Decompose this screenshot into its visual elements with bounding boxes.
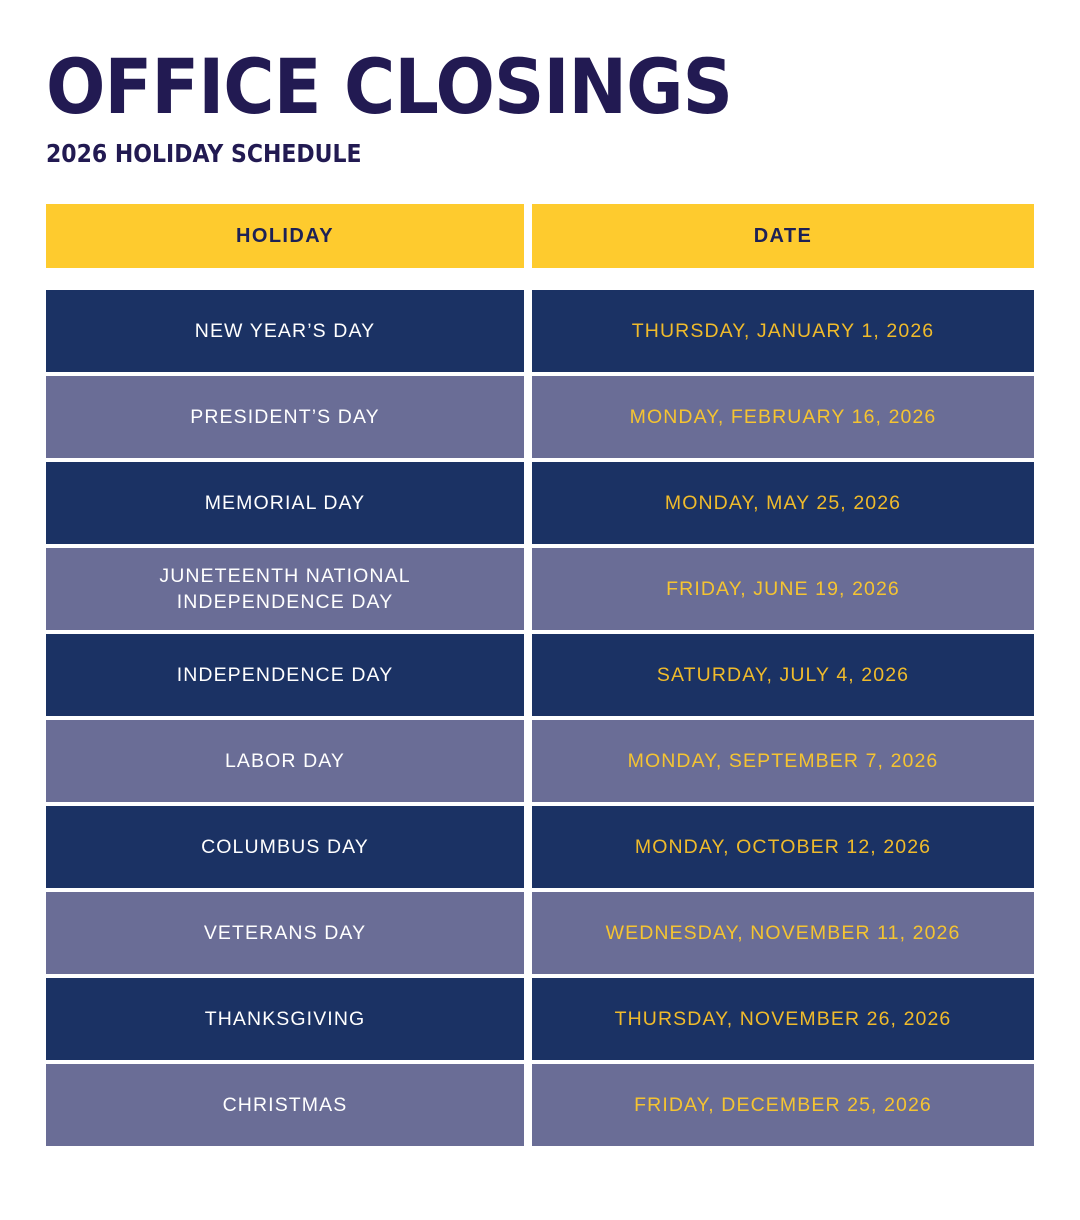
holiday-name: THANKSGIVING [46, 978, 524, 1060]
holiday-date: FRIDAY, JUNE 19, 2026 [532, 548, 1034, 630]
holiday-date: FRIDAY, DECEMBER 25, 2026 [532, 1064, 1034, 1146]
holiday-name: COLUMBUS DAY [46, 806, 524, 888]
holiday-table [46, 204, 1034, 1146]
table-row [46, 978, 1034, 1060]
holiday-name: VETERANS DAY [46, 892, 524, 974]
holiday-name: CHRISTMAS [46, 1064, 524, 1146]
holiday-date: THURSDAY, JANUARY 1, 2026 [532, 290, 1034, 372]
table-row [46, 720, 1034, 802]
holiday-name-line-1: JUNETEENTH NATIONAL [159, 565, 411, 587]
holiday-date: MONDAY, MAY 25, 2026 [532, 462, 1034, 544]
column-header-date: DATE [532, 204, 1034, 268]
table-row [46, 462, 1034, 544]
holiday-date: MONDAY, SEPTEMBER 7, 2026 [532, 720, 1034, 802]
holiday-name: MEMORIAL DAY [46, 462, 524, 544]
column-header-holiday: HOLIDAY [46, 204, 524, 268]
table-row [46, 1064, 1034, 1146]
holiday-date: THURSDAY, NOVEMBER 26, 2026 [532, 978, 1034, 1060]
table-header-row [46, 204, 1034, 268]
holiday-date: WEDNESDAY, NOVEMBER 11, 2026 [532, 892, 1034, 974]
holiday-date: MONDAY, FEBRUARY 16, 2026 [532, 376, 1034, 458]
page-title: OFFICE CLOSINGS [46, 42, 733, 131]
holiday-name [46, 548, 524, 630]
table-row [46, 290, 1034, 372]
holiday-name: LABOR DAY [46, 720, 524, 802]
holiday-name: NEW YEAR’S DAY [46, 290, 524, 372]
table-row [46, 892, 1034, 974]
table-row [46, 806, 1034, 888]
holiday-date: SATURDAY, JULY 4, 2026 [532, 634, 1034, 716]
holiday-name: INDEPENDENCE DAY [46, 634, 524, 716]
table-row [46, 634, 1034, 716]
holiday-date: MONDAY, OCTOBER 12, 2026 [532, 806, 1034, 888]
table-row [46, 548, 1034, 630]
holiday-name: PRESIDENT’S DAY [46, 376, 524, 458]
page-subtitle: 2026 HOLIDAY SCHEDULE [46, 139, 362, 168]
table-row [46, 376, 1034, 458]
holiday-name-line-2: INDEPENDENCE DAY [176, 591, 394, 613]
